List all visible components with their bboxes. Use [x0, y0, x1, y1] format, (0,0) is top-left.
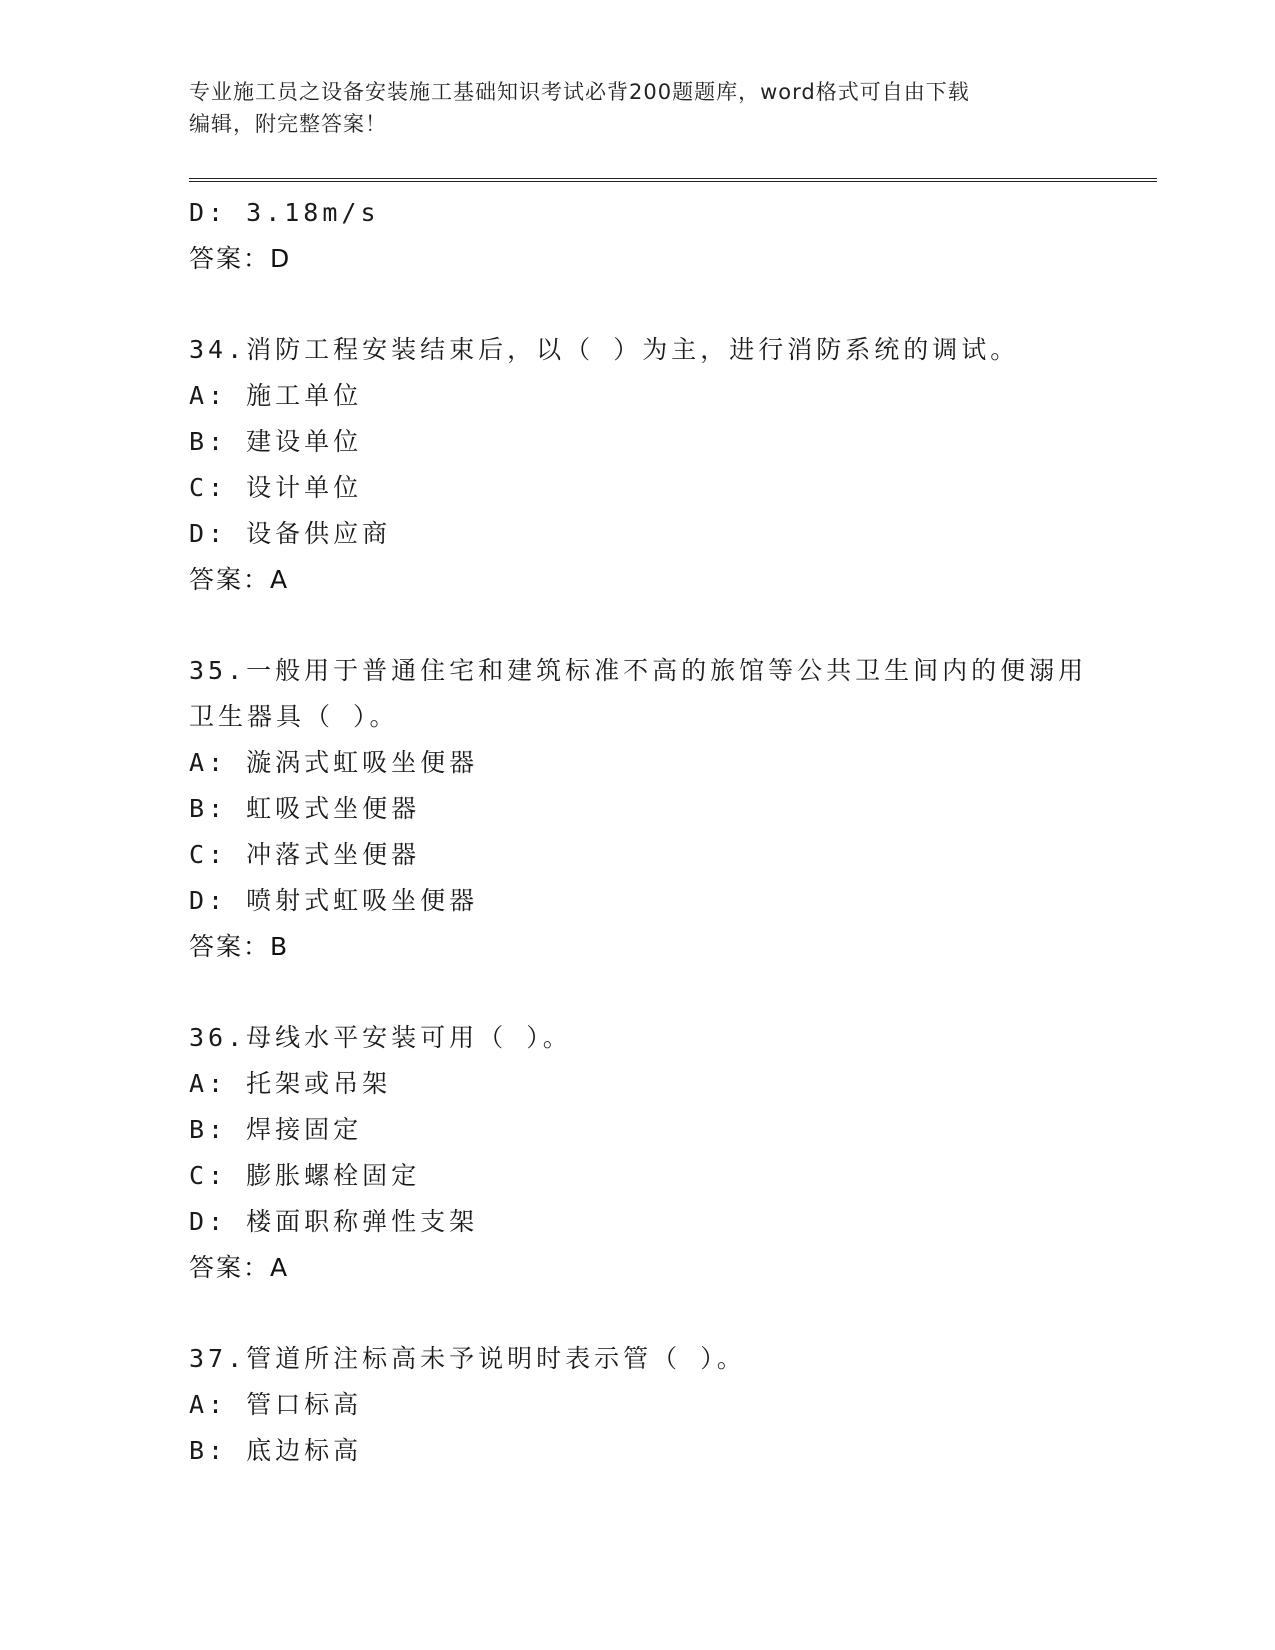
option-b: B: 焊接固定: [189, 1115, 363, 1144]
answer-line: 答案：D: [189, 244, 292, 273]
option-a: A: 管口标高: [189, 1390, 363, 1419]
header-title-line-2: 编辑，附完整答案！: [189, 112, 387, 136]
previous-question-fragment: [189, 190, 1149, 282]
question-37: [189, 1336, 1149, 1474]
answer-line: 答案：B: [189, 932, 290, 961]
option-a: A: 施工单位: [189, 381, 363, 410]
answer-line: 答案：A: [189, 565, 290, 594]
question-36: [189, 1015, 1149, 1291]
option-b: B: 虹吸式坐便器: [189, 794, 421, 823]
question-stem: 34.消防工程安装结束后，以（ ）为主，进行消防系统的调试。: [189, 335, 1020, 364]
question-stem-line-1: 35.一般用于普通住宅和建筑标准不高的旅馆等公共卫生间内的便溺用: [189, 656, 1088, 685]
header-title-line-1: 专业施工员之设备安装施工基础知识考试必背200题题库，word格式可自由下载: [189, 80, 970, 104]
question-stem-line-2: 卫生器具（ ）。: [189, 702, 399, 731]
option-c: C: 设计单位: [189, 473, 363, 502]
question-stem: 37.管道所注标高未予说明时表示管（ ）。: [189, 1344, 746, 1373]
option-d: D: 楼面职称弹性支架: [189, 1207, 479, 1236]
option-d: D: 喷射式虹吸坐便器: [189, 886, 479, 915]
page-header: [189, 76, 1089, 140]
option-d: D: 3.18m/s: [189, 198, 380, 227]
option-a: A: 漩涡式虹吸坐便器: [189, 748, 479, 777]
question-34: [189, 327, 1149, 603]
answer-line: 答案：A: [189, 1253, 290, 1282]
option-c: C: 膨胀螺栓固定: [189, 1161, 421, 1190]
question-35: [189, 648, 1149, 970]
option-a: A: 托架或吊架: [189, 1069, 392, 1098]
option-c: C: 冲落式坐便器: [189, 840, 421, 869]
option-d: D: 设备供应商: [189, 519, 392, 548]
header-divider: [189, 178, 1157, 182]
option-b: B: 建设单位: [189, 427, 363, 456]
option-b: B: 底边标高: [189, 1436, 363, 1465]
question-list: [189, 190, 1149, 1474]
question-stem: 36.母线水平安装可用（ ）。: [189, 1023, 572, 1052]
